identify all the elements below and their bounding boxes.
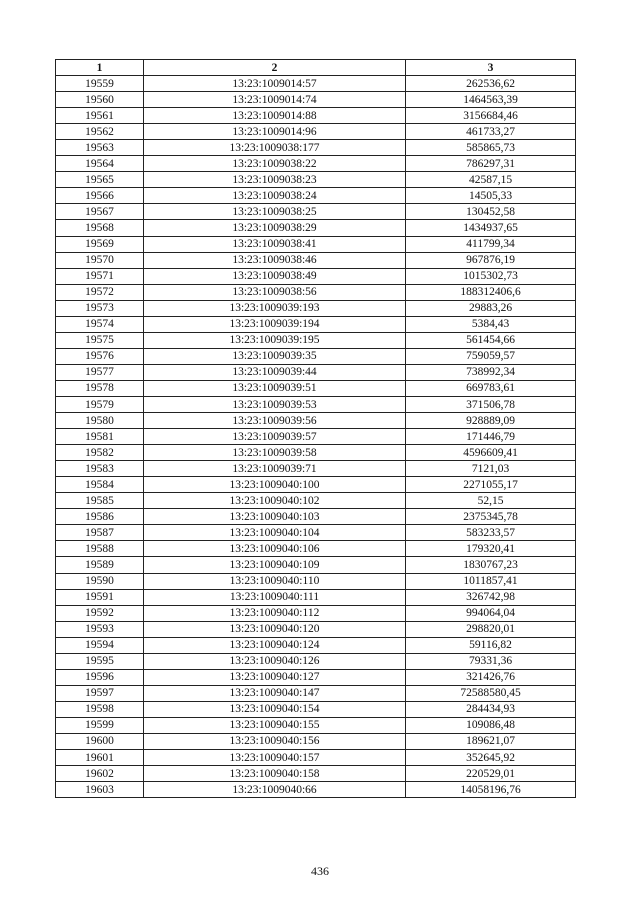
value-cell: 669783,61 bbox=[406, 380, 576, 396]
cadastral-number-cell: 13:23:1009039:56 bbox=[144, 413, 406, 429]
cadastral-number-cell: 13:23:1009039:44 bbox=[144, 364, 406, 380]
table-row bbox=[56, 188, 576, 204]
row-number-cell: 19572 bbox=[56, 284, 144, 300]
cadastral-number-cell: 13:23:1009040:126 bbox=[144, 653, 406, 669]
value-cell: 3156684,46 bbox=[406, 108, 576, 124]
value-cell: 994064,04 bbox=[406, 605, 576, 621]
value-cell: 1015302,73 bbox=[406, 268, 576, 284]
value-cell: 738992,34 bbox=[406, 364, 576, 380]
row-number-cell: 19603 bbox=[56, 782, 144, 798]
value-cell: 461733,27 bbox=[406, 124, 576, 140]
value-cell: 371506,78 bbox=[406, 396, 576, 412]
cadastral-number-cell: 13:23:1009040:147 bbox=[144, 685, 406, 701]
row-number-cell: 19596 bbox=[56, 669, 144, 685]
row-number-cell: 19588 bbox=[56, 541, 144, 557]
cadastral-number-cell: 13:23:1009014:88 bbox=[144, 108, 406, 124]
cadastral-number-cell: 13:23:1009040:109 bbox=[144, 557, 406, 573]
cadastral-number-cell: 13:23:1009039:57 bbox=[144, 429, 406, 445]
cadastral-number-cell: 13:23:1009039:53 bbox=[144, 396, 406, 412]
row-number-cell: 19594 bbox=[56, 637, 144, 653]
table-row bbox=[56, 509, 576, 525]
value-cell: 1434937,65 bbox=[406, 220, 576, 236]
cadastral-number-cell: 13:23:1009038:177 bbox=[144, 140, 406, 156]
data-table bbox=[55, 59, 576, 798]
cadastral-number-cell: 13:23:1009038:23 bbox=[144, 172, 406, 188]
value-cell: 352645,92 bbox=[406, 750, 576, 766]
table-row bbox=[56, 605, 576, 621]
table-row bbox=[56, 156, 576, 172]
row-number-cell: 19567 bbox=[56, 204, 144, 220]
value-cell: 2375345,78 bbox=[406, 509, 576, 525]
table-row bbox=[56, 220, 576, 236]
cadastral-number-cell: 13:23:1009039:51 bbox=[144, 380, 406, 396]
cadastral-number-cell: 13:23:1009038:25 bbox=[144, 204, 406, 220]
table-row bbox=[56, 124, 576, 140]
cadastral-number-cell: 13:23:1009039:71 bbox=[144, 461, 406, 477]
table-row bbox=[56, 669, 576, 685]
row-number-cell: 19592 bbox=[56, 605, 144, 621]
value-cell: 14505,33 bbox=[406, 188, 576, 204]
value-cell: 561454,66 bbox=[406, 332, 576, 348]
table-row bbox=[56, 396, 576, 412]
row-number-cell: 19570 bbox=[56, 252, 144, 268]
table-row bbox=[56, 429, 576, 445]
table-row bbox=[56, 461, 576, 477]
value-cell: 1011857,41 bbox=[406, 573, 576, 589]
row-number-cell: 19563 bbox=[56, 140, 144, 156]
row-number-cell: 19591 bbox=[56, 589, 144, 605]
cadastral-number-cell: 13:23:1009039:194 bbox=[144, 316, 406, 332]
cadastral-number-cell: 13:23:1009040:66 bbox=[144, 782, 406, 798]
value-cell: 52,15 bbox=[406, 493, 576, 509]
header-row bbox=[56, 60, 576, 76]
row-number-cell: 19586 bbox=[56, 509, 144, 525]
table-row bbox=[56, 252, 576, 268]
table-row bbox=[56, 701, 576, 717]
value-cell: 130452,58 bbox=[406, 204, 576, 220]
value-cell: 298820,01 bbox=[406, 621, 576, 637]
cadastral-number-cell: 13:23:1009040:120 bbox=[144, 621, 406, 637]
row-number-cell: 19598 bbox=[56, 701, 144, 717]
value-cell: 1830767,23 bbox=[406, 557, 576, 573]
value-cell: 179320,41 bbox=[406, 541, 576, 557]
table-row bbox=[56, 653, 576, 669]
cadastral-number-cell: 13:23:1009038:22 bbox=[144, 156, 406, 172]
table-row bbox=[56, 380, 576, 396]
cadastral-number-cell: 13:23:1009040:102 bbox=[144, 493, 406, 509]
row-number-cell: 19565 bbox=[56, 172, 144, 188]
row-number-cell: 19601 bbox=[56, 750, 144, 766]
value-cell: 220529,01 bbox=[406, 766, 576, 782]
cadastral-number-cell: 13:23:1009039:58 bbox=[144, 445, 406, 461]
cadastral-number-cell: 13:23:1009038:46 bbox=[144, 252, 406, 268]
value-cell: 262536,62 bbox=[406, 76, 576, 92]
table-row bbox=[56, 300, 576, 316]
table-row bbox=[56, 750, 576, 766]
value-cell: 967876,19 bbox=[406, 252, 576, 268]
table-row bbox=[56, 108, 576, 124]
table-row bbox=[56, 589, 576, 605]
table-row bbox=[56, 445, 576, 461]
row-number-cell: 19578 bbox=[56, 380, 144, 396]
row-number-cell: 19576 bbox=[56, 348, 144, 364]
table-row bbox=[56, 782, 576, 798]
cadastral-number-cell: 13:23:1009040:110 bbox=[144, 573, 406, 589]
row-number-cell: 19579 bbox=[56, 396, 144, 412]
table-row bbox=[56, 557, 576, 573]
cadastral-number-cell: 13:23:1009040:156 bbox=[144, 733, 406, 749]
page-number: 436 bbox=[311, 864, 329, 878]
row-number-cell: 19600 bbox=[56, 733, 144, 749]
value-cell: 1464563,39 bbox=[406, 92, 576, 108]
cadastral-number-cell: 13:23:1009040:112 bbox=[144, 605, 406, 621]
row-number-cell: 19575 bbox=[56, 332, 144, 348]
table-row bbox=[56, 92, 576, 108]
row-number-cell: 19590 bbox=[56, 573, 144, 589]
cadastral-number-cell: 13:23:1009039:193 bbox=[144, 300, 406, 316]
header-col-1: 1 bbox=[56, 60, 144, 76]
header-col-3: 3 bbox=[406, 60, 576, 76]
row-number-cell: 19602 bbox=[56, 766, 144, 782]
row-number-cell: 19595 bbox=[56, 653, 144, 669]
table-row bbox=[56, 766, 576, 782]
value-cell: 14058196,76 bbox=[406, 782, 576, 798]
table-header bbox=[56, 60, 576, 76]
row-number-cell: 19582 bbox=[56, 445, 144, 461]
cadastral-number-cell: 13:23:1009040:104 bbox=[144, 525, 406, 541]
row-number-cell: 19577 bbox=[56, 364, 144, 380]
value-cell: 189621,07 bbox=[406, 733, 576, 749]
value-cell: 759059,57 bbox=[406, 348, 576, 364]
value-cell: 79331,36 bbox=[406, 653, 576, 669]
cadastral-number-cell: 13:23:1009014:74 bbox=[144, 92, 406, 108]
cadastral-number-cell: 13:23:1009038:49 bbox=[144, 268, 406, 284]
cadastral-number-cell: 13:23:1009038:24 bbox=[144, 188, 406, 204]
row-number-cell: 19589 bbox=[56, 557, 144, 573]
value-cell: 321426,76 bbox=[406, 669, 576, 685]
row-number-cell: 19583 bbox=[56, 461, 144, 477]
cadastral-number-cell: 13:23:1009014:96 bbox=[144, 124, 406, 140]
cadastral-number-cell: 13:23:1009040:127 bbox=[144, 669, 406, 685]
value-cell: 72588580,45 bbox=[406, 685, 576, 701]
row-number-cell: 19587 bbox=[56, 525, 144, 541]
table-row bbox=[56, 573, 576, 589]
row-number-cell: 19571 bbox=[56, 268, 144, 284]
table-row bbox=[56, 236, 576, 252]
row-number-cell: 19559 bbox=[56, 76, 144, 92]
cadastral-number-cell: 13:23:1009040:100 bbox=[144, 477, 406, 493]
row-number-cell: 19584 bbox=[56, 477, 144, 493]
cadastral-number-cell: 13:23:1009038:56 bbox=[144, 284, 406, 300]
cadastral-number-cell: 13:23:1009014:57 bbox=[144, 76, 406, 92]
value-cell: 109086,48 bbox=[406, 717, 576, 733]
table-row bbox=[56, 316, 576, 332]
table-row bbox=[56, 717, 576, 733]
table-row bbox=[56, 637, 576, 653]
row-number-cell: 19580 bbox=[56, 413, 144, 429]
table-row bbox=[56, 172, 576, 188]
value-cell: 5384,43 bbox=[406, 316, 576, 332]
value-cell: 4596609,41 bbox=[406, 445, 576, 461]
value-cell: 583233,57 bbox=[406, 525, 576, 541]
table-row bbox=[56, 685, 576, 701]
cadastral-number-cell: 13:23:1009038:41 bbox=[144, 236, 406, 252]
row-number-cell: 19581 bbox=[56, 429, 144, 445]
cadastral-number-cell: 13:23:1009040:124 bbox=[144, 637, 406, 653]
row-number-cell: 19597 bbox=[56, 685, 144, 701]
value-cell: 188312406,6 bbox=[406, 284, 576, 300]
table-row bbox=[56, 493, 576, 509]
value-cell: 411799,34 bbox=[406, 236, 576, 252]
cadastral-number-cell: 13:23:1009040:158 bbox=[144, 766, 406, 782]
cadastral-number-cell: 13:23:1009038:29 bbox=[144, 220, 406, 236]
value-cell: 42587,15 bbox=[406, 172, 576, 188]
value-cell: 585865,73 bbox=[406, 140, 576, 156]
cadastral-number-cell: 13:23:1009040:157 bbox=[144, 750, 406, 766]
table-row bbox=[56, 268, 576, 284]
table-row bbox=[56, 332, 576, 348]
row-number-cell: 19562 bbox=[56, 124, 144, 140]
cadastral-number-cell: 13:23:1009040:106 bbox=[144, 541, 406, 557]
table-body bbox=[56, 76, 576, 798]
row-number-cell: 19573 bbox=[56, 300, 144, 316]
cadastral-number-cell: 13:23:1009040:154 bbox=[144, 701, 406, 717]
row-number-cell: 19569 bbox=[56, 236, 144, 252]
table-row bbox=[56, 413, 576, 429]
row-number-cell: 19593 bbox=[56, 621, 144, 637]
table-row bbox=[56, 733, 576, 749]
table-row bbox=[56, 348, 576, 364]
row-number-cell: 19564 bbox=[56, 156, 144, 172]
value-cell: 2271055,17 bbox=[406, 477, 576, 493]
table-row bbox=[56, 621, 576, 637]
table-row bbox=[56, 525, 576, 541]
row-number-cell: 19599 bbox=[56, 717, 144, 733]
value-cell: 29883,26 bbox=[406, 300, 576, 316]
table-row bbox=[56, 477, 576, 493]
value-cell: 928889,09 bbox=[406, 413, 576, 429]
cadastral-number-cell: 13:23:1009039:195 bbox=[144, 332, 406, 348]
cadastral-number-cell: 13:23:1009040:155 bbox=[144, 717, 406, 733]
value-cell: 59116,82 bbox=[406, 637, 576, 653]
row-number-cell: 19566 bbox=[56, 188, 144, 204]
table-row bbox=[56, 284, 576, 300]
table-row bbox=[56, 76, 576, 92]
cadastral-number-cell: 13:23:1009039:35 bbox=[144, 348, 406, 364]
row-number-cell: 19568 bbox=[56, 220, 144, 236]
table-row bbox=[56, 140, 576, 156]
row-number-cell: 19560 bbox=[56, 92, 144, 108]
cadastral-number-cell: 13:23:1009040:111 bbox=[144, 589, 406, 605]
row-number-cell: 19585 bbox=[56, 493, 144, 509]
table-row bbox=[56, 364, 576, 380]
value-cell: 786297,31 bbox=[406, 156, 576, 172]
value-cell: 284434,93 bbox=[406, 701, 576, 717]
cadastral-number-cell: 13:23:1009040:103 bbox=[144, 509, 406, 525]
table-row bbox=[56, 204, 576, 220]
value-cell: 7121,03 bbox=[406, 461, 576, 477]
row-number-cell: 19561 bbox=[56, 108, 144, 124]
value-cell: 326742,98 bbox=[406, 589, 576, 605]
row-number-cell: 19574 bbox=[56, 316, 144, 332]
header-col-2: 2 bbox=[144, 60, 406, 76]
table-row bbox=[56, 541, 576, 557]
value-cell: 171446,79 bbox=[406, 429, 576, 445]
